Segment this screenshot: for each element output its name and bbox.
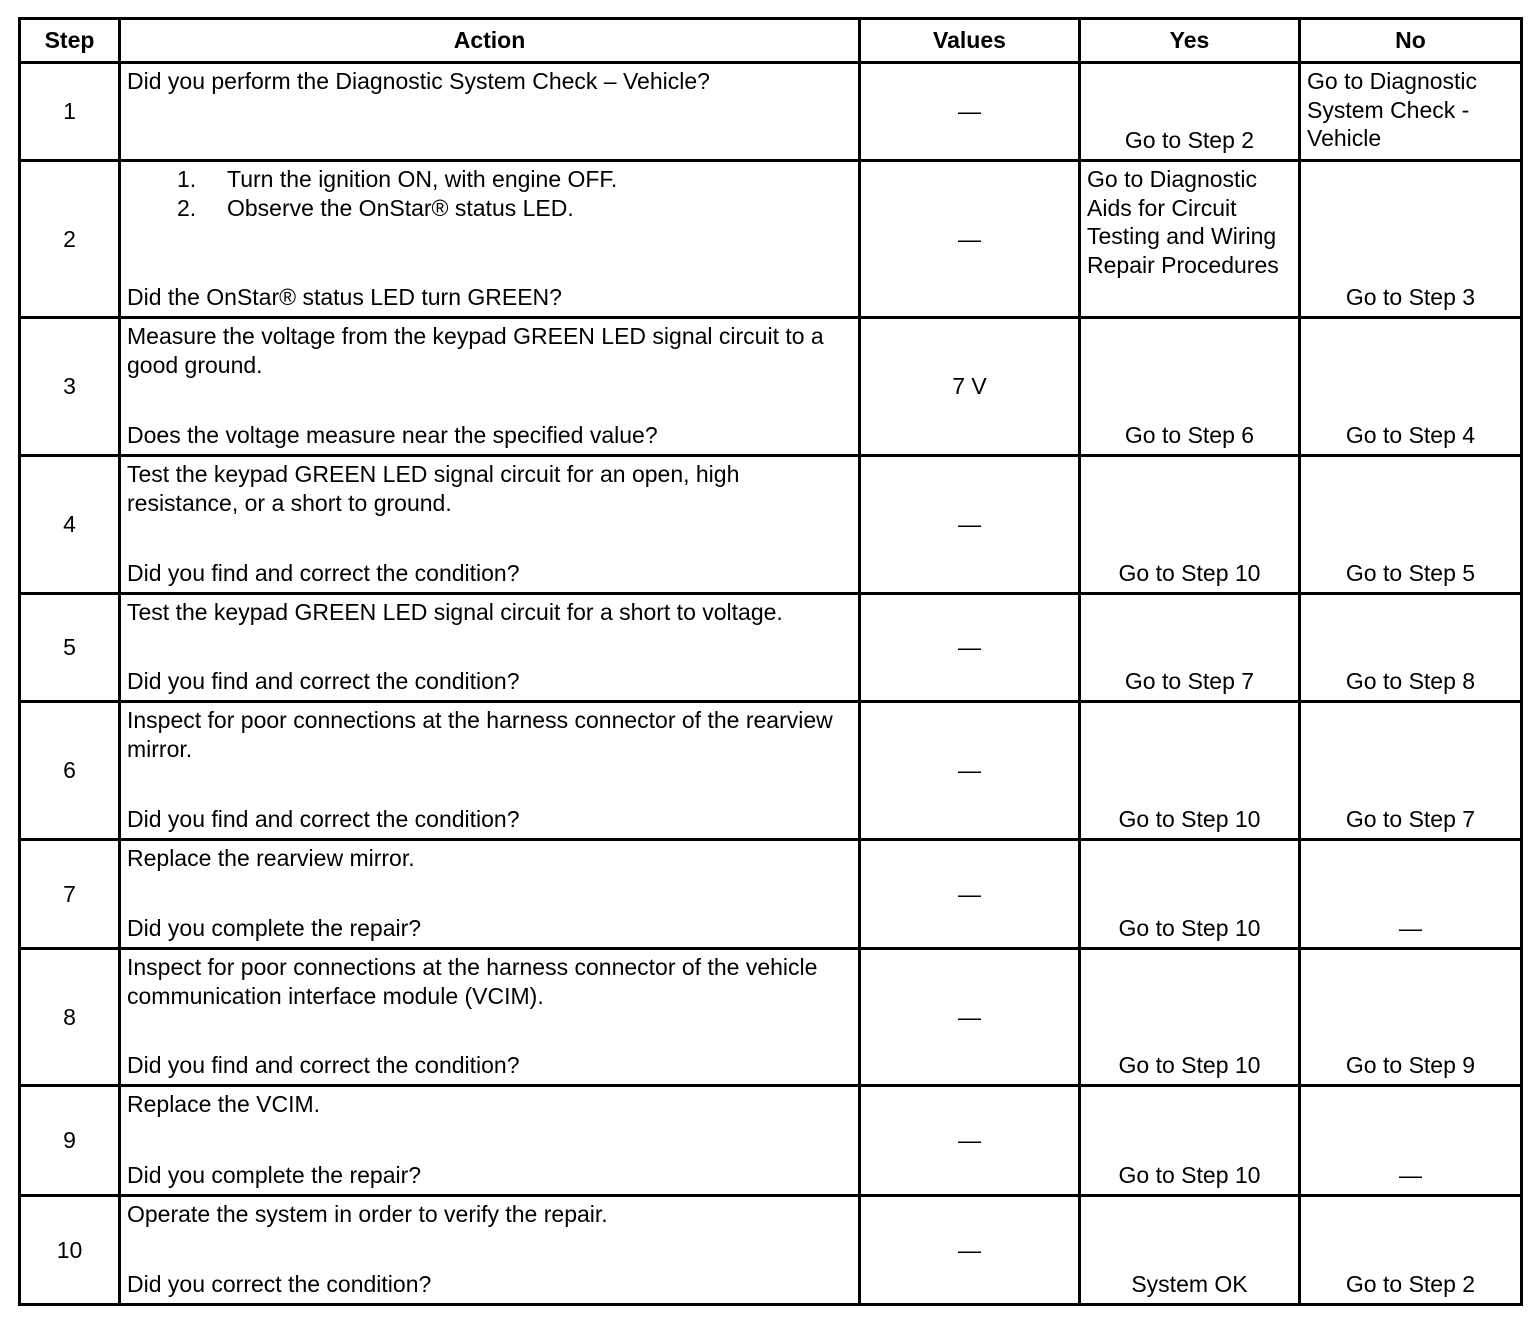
table-row (20, 318, 1522, 456)
values-cell: — (860, 161, 1080, 318)
no-cell (1300, 840, 1522, 949)
action-question: Did you find and correct the condition? (127, 1052, 520, 1079)
yes-text: Go to Step 10 (1118, 1162, 1261, 1189)
no-text: Go to Step 5 (1345, 560, 1476, 587)
action-text: Operate the system in order to verify the repair. (127, 1201, 608, 1227)
yes-cell (1080, 594, 1300, 702)
no-cell (1300, 702, 1522, 840)
action-cell (120, 594, 860, 702)
step-number: 1 (20, 63, 120, 161)
action-cell (120, 318, 860, 456)
step-number: 4 (20, 456, 120, 594)
step-number: 9 (20, 1086, 120, 1196)
substep-number: 2. (177, 194, 197, 221)
yes-text: Go to Step 10 (1118, 915, 1261, 942)
table-row (20, 1196, 1522, 1305)
values-cell: — (860, 63, 1080, 161)
table-row (20, 161, 1522, 318)
table-row (20, 456, 1522, 594)
no-text: Go to Step 4 (1345, 422, 1476, 449)
step-number: 10 (20, 1196, 120, 1305)
table-row (20, 594, 1522, 702)
action-question: Did you find and correct the condition? (127, 668, 520, 695)
header-step: Step (20, 19, 120, 63)
substep-item (127, 194, 852, 223)
values-cell: — (860, 1196, 1080, 1305)
yes-text: Go to Diagnostic Aids for Circuit Testing and Wiring Repair Procedures (1087, 166, 1279, 278)
action-cell (120, 1086, 860, 1196)
action-cell (120, 63, 860, 161)
no-text: Go to Step 7 (1345, 806, 1476, 833)
no-text: Go to Step 9 (1345, 1052, 1476, 1079)
no-text: — (1399, 915, 1422, 942)
action-text: Measure the voltage from the keypad GREEN LED signal circuit to a good ground. (127, 323, 824, 378)
action-cell (120, 840, 860, 949)
action-question: Did you find and correct the condition? (127, 806, 520, 833)
yes-cell (1080, 702, 1300, 840)
values-cell: 7 V (860, 318, 1080, 456)
action-text: Replace the rearview mirror. (127, 845, 415, 871)
table-row (20, 1086, 1522, 1196)
action-cell (120, 161, 860, 318)
table-row (20, 702, 1522, 840)
action-question: Did you correct the condition? (127, 1271, 432, 1298)
no-text: Go to Step 2 (1345, 1271, 1476, 1298)
action-question: Did you find and correct the condition? (127, 560, 520, 587)
action-cell (120, 949, 860, 1086)
no-cell (1300, 161, 1522, 318)
action-question: Did you complete the repair? (127, 915, 422, 942)
action-question: Does the voltage measure near the specified value? (127, 422, 658, 449)
yes-text: Go to Step 10 (1118, 560, 1261, 587)
action-question: Did you complete the repair? (127, 1162, 422, 1189)
action-cell (120, 1196, 860, 1305)
action-text: Inspect for poor connections at the harness connector of the rearview mirror. (127, 707, 833, 762)
step-number: 7 (20, 840, 120, 949)
action-question: Did the OnStar® status LED turn GREEN? (127, 284, 562, 311)
yes-cell (1080, 318, 1300, 456)
step-number: 8 (20, 949, 120, 1086)
yes-text: Go to Step 10 (1118, 806, 1261, 833)
header-row (20, 19, 1522, 63)
yes-cell (1080, 840, 1300, 949)
diagnostic-table (18, 17, 1523, 1306)
step-number: 3 (20, 318, 120, 456)
action-text: Replace the VCIM. (127, 1091, 321, 1117)
action-text: Did you perform the Diagnostic System Check – Vehicle? (127, 68, 710, 94)
no-cell (1300, 594, 1522, 702)
action-cell (120, 456, 860, 594)
header-action: Action (120, 19, 860, 63)
yes-text: Go to Step 6 (1124, 422, 1255, 449)
yes-cell (1080, 161, 1300, 318)
substep-item (127, 165, 852, 194)
header-values: Values (860, 19, 1080, 63)
no-cell (1300, 456, 1522, 594)
yes-text: Go to Step 2 (1124, 127, 1255, 154)
substep-number: 1. (177, 166, 197, 192)
yes-text: System OK (1131, 1271, 1248, 1298)
values-cell: — (860, 456, 1080, 594)
no-cell (1300, 318, 1522, 456)
values-cell: — (860, 949, 1080, 1086)
step-number: 2 (20, 161, 120, 318)
no-text: Go to Step 8 (1345, 668, 1476, 695)
yes-cell (1080, 1196, 1300, 1305)
yes-cell (1080, 1086, 1300, 1196)
header-no: No (1300, 19, 1522, 63)
substep-text: Turn the ignition ON, with engine OFF. (227, 166, 618, 192)
step-number: 6 (20, 702, 120, 840)
action-cell (120, 702, 860, 840)
values-cell: — (860, 594, 1080, 702)
table-row (20, 63, 1522, 161)
step-number: 5 (20, 594, 120, 702)
yes-cell (1080, 456, 1300, 594)
substep-text: Observe the OnStar® status LED. (227, 194, 574, 221)
no-text: Go to Diagnostic System Check - Vehicle (1307, 68, 1478, 152)
no-text: Go to Step 3 (1345, 284, 1476, 311)
yes-cell (1080, 63, 1300, 161)
yes-text: Go to Step 10 (1118, 1052, 1261, 1079)
table-row (20, 840, 1522, 949)
values-cell: — (860, 702, 1080, 840)
action-text: Inspect for poor connections at the harness connector of the vehicle communication interface module (VCIM). (127, 954, 818, 1009)
action-text: Test the keypad GREEN LED signal circuit for a short to voltage. (127, 599, 783, 625)
yes-text: Go to Step 7 (1124, 668, 1255, 695)
no-text: — (1399, 1162, 1422, 1189)
values-cell: — (860, 1086, 1080, 1196)
no-cell (1300, 1196, 1522, 1305)
header-yes: Yes (1080, 19, 1300, 63)
table-row (20, 949, 1522, 1086)
no-cell (1300, 949, 1522, 1086)
substep-list (127, 165, 852, 222)
action-text: Test the keypad GREEN LED signal circuit for an open, high resistance, or a short to ground. (127, 461, 740, 516)
values-cell: — (860, 840, 1080, 949)
no-cell (1300, 63, 1522, 161)
yes-cell (1080, 949, 1300, 1086)
no-cell (1300, 1086, 1522, 1196)
